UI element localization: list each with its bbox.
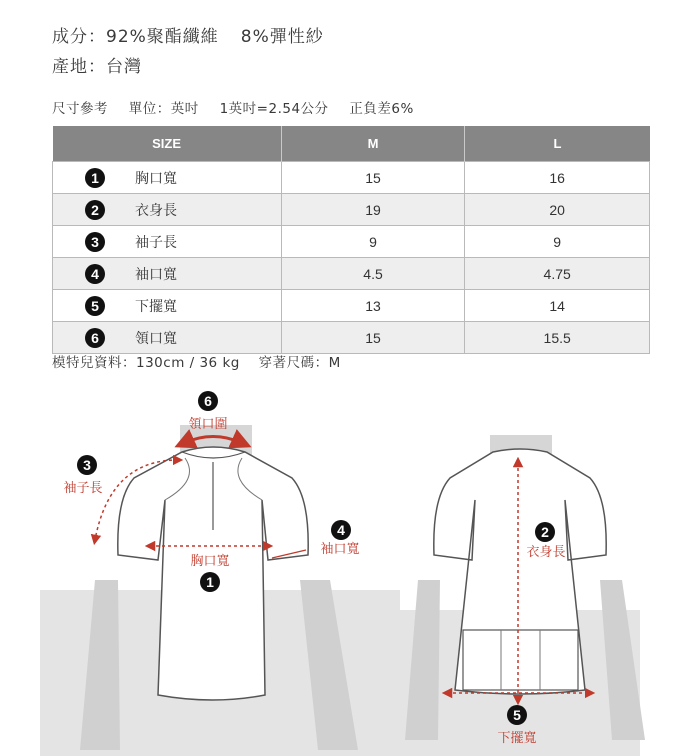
row-l-value: 4.75	[465, 258, 650, 290]
material-label: 成分：	[52, 27, 106, 47]
table-row	[53, 162, 650, 194]
table-row	[53, 322, 650, 354]
row-m-value: 13	[281, 290, 465, 322]
origin-line	[52, 52, 142, 77]
header-m: M	[281, 126, 465, 162]
sleeve-length-num: 3	[83, 457, 91, 473]
row-number-badge: 6	[85, 328, 105, 348]
collar-num: 6	[204, 393, 212, 409]
material-value-1: 92%聚酯纖維	[106, 27, 219, 47]
row-number-badge: 5	[85, 296, 105, 316]
row-m-value: 15	[281, 162, 465, 194]
body-length-num: 2	[541, 524, 549, 540]
row-m-value: 4.5	[281, 258, 465, 290]
row-l-value: 20	[465, 194, 650, 226]
hem-num: 5	[513, 707, 521, 723]
row-number-badge: 2	[85, 200, 105, 220]
table-header-row	[53, 126, 650, 162]
row-number-badge: 4	[85, 264, 105, 284]
row-l-value: 16	[465, 162, 650, 194]
back-shirt	[434, 449, 606, 694]
row-l-value: 15.5	[465, 322, 650, 354]
row-m-value: 19	[281, 194, 465, 226]
material-line	[52, 22, 324, 47]
row-number-badge: 3	[85, 232, 105, 252]
row-part-name: 胸口寬	[135, 170, 177, 187]
unit-text: 單位：英吋	[128, 101, 199, 117]
row-number-badge: 1	[85, 168, 105, 188]
table-row	[53, 290, 650, 322]
table-row	[53, 258, 650, 290]
size-table	[52, 126, 650, 354]
model-info	[52, 351, 355, 371]
row-part-name: 領口寬	[135, 330, 177, 347]
cuff-label: 袖口寬	[320, 542, 360, 557]
row-part-name: 袖口寬	[135, 266, 177, 283]
tolerance-text: 正負差6%	[349, 101, 414, 117]
conversion-text: 1英吋=2.54公分	[219, 101, 329, 117]
size-reference-title: 尺寸參考	[52, 101, 108, 117]
body-length-label: 衣身長	[526, 545, 566, 560]
chest-num: 1	[206, 574, 214, 590]
model-size: 穿著尺碼：M	[258, 355, 341, 371]
origin-label: 產地：	[52, 57, 106, 77]
row-part-name: 衣身長	[135, 202, 177, 219]
sleeve-length-label: 袖子長	[63, 481, 103, 496]
material-value-2: 8%彈性紗	[240, 27, 324, 47]
row-part-name: 袖子長	[135, 234, 177, 251]
header-size: SIZE	[53, 126, 282, 162]
chest-label: 胸口寬	[190, 554, 230, 569]
collar-label: 領口圍	[188, 417, 228, 432]
row-m-value: 15	[281, 322, 465, 354]
table-row	[53, 194, 650, 226]
row-part-name: 下擺寬	[135, 298, 177, 315]
row-m-value: 9	[281, 226, 465, 258]
hem-label: 下擺寬	[497, 731, 537, 746]
table-row	[53, 226, 650, 258]
cuff-num: 4	[337, 522, 345, 538]
row-l-value: 14	[465, 290, 650, 322]
header-l: L	[465, 126, 650, 162]
measurement-diagram	[0, 380, 700, 756]
origin-value: 台灣	[106, 57, 142, 77]
row-l-value: 9	[465, 226, 650, 258]
model-data: 模特兒資料：130cm / 36 kg	[52, 355, 240, 371]
unit-line	[52, 97, 430, 117]
